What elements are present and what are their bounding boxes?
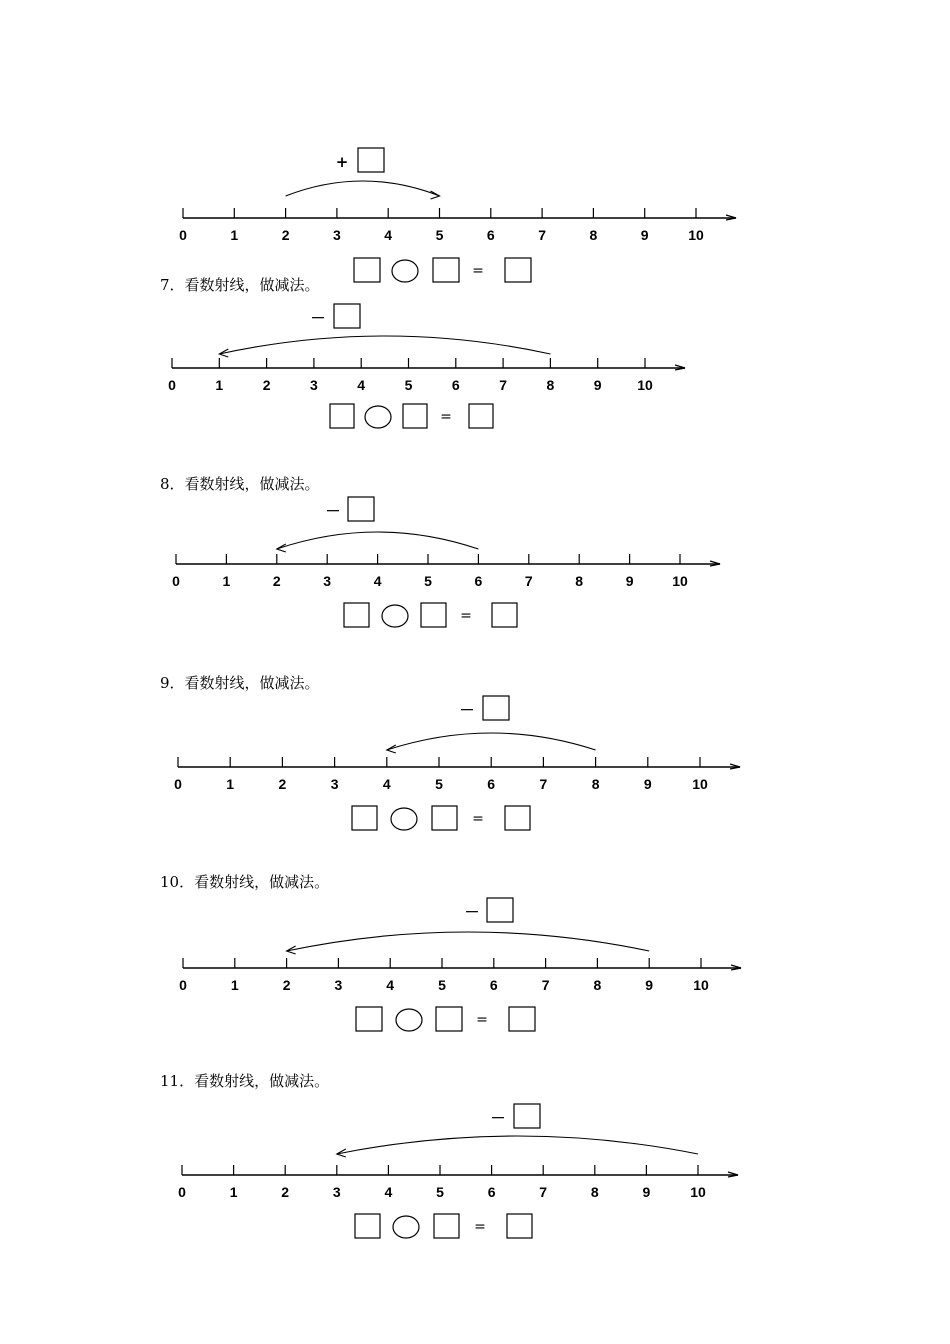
equation-second-box[interactable] <box>421 603 446 627</box>
tick-label: 7 <box>499 377 507 393</box>
tick-label: 2 <box>272 573 281 589</box>
tick-label: 5 <box>435 227 444 243</box>
tick-label: 2 <box>262 377 271 393</box>
problem-6 <box>0 1072 950 1262</box>
equation-operator-circle[interactable] <box>396 1009 422 1031</box>
tick-label: 7 <box>541 977 550 993</box>
tick-label: 9 <box>640 227 649 243</box>
equation-first-box[interactable] <box>356 1007 382 1031</box>
tick-label: 8 <box>590 1184 599 1200</box>
equation-result-box[interactable] <box>507 1214 532 1238</box>
equation-second-box[interactable] <box>403 404 427 428</box>
operation-sign: － <box>490 1109 506 1127</box>
operation-sign: － <box>325 502 341 520</box>
equation-second-box[interactable] <box>434 1214 459 1238</box>
tick-label: 6 <box>451 377 460 393</box>
jump-arc <box>387 733 596 750</box>
jump-answer-box[interactable] <box>483 696 509 720</box>
problem-prompt: 7．看数射线，做减法。 <box>160 276 320 294</box>
problem-prompt: 8．看数射线，做减法。 <box>160 475 320 493</box>
tick-label: 4 <box>382 776 391 792</box>
tick-label: 6 <box>474 573 483 589</box>
number-line-figure <box>0 276 950 466</box>
equals-sign: = <box>476 1012 488 1028</box>
equals-sign: = <box>474 1219 486 1235</box>
number-line-figure <box>0 70 950 279</box>
tick-label: 10 <box>692 776 708 792</box>
jump-answer-box[interactable] <box>514 1104 540 1128</box>
tick-label: 5 <box>436 1184 444 1200</box>
operation-sign: － <box>310 309 326 327</box>
problem-3 <box>0 475 950 665</box>
tick-label: 8 <box>593 977 602 993</box>
equals-sign: = <box>460 608 472 624</box>
equation-first-box[interactable] <box>352 806 377 830</box>
problem-5 <box>0 873 950 1063</box>
tick-label: 10 <box>688 227 704 243</box>
jump-answer-box[interactable] <box>334 304 360 328</box>
tick-label: 2 <box>281 227 290 243</box>
tick-label: 8 <box>591 776 600 792</box>
problem-2 <box>0 276 950 466</box>
tick-label: 4 <box>384 227 393 243</box>
tick-label: 1 <box>226 776 235 792</box>
tick-label: 3 <box>310 377 318 393</box>
jump-arc <box>287 932 650 951</box>
tick-label: 4 <box>386 977 395 993</box>
equation-result-box[interactable] <box>509 1007 535 1031</box>
tick-label: 0 <box>172 573 180 589</box>
tick-label: 2 <box>282 977 291 993</box>
tick-label: 1 <box>230 227 239 243</box>
tick-label: 6 <box>487 776 496 792</box>
problem-prompt: 10．看数射线，做减法。 <box>160 873 330 891</box>
tick-label: 10 <box>690 1184 706 1200</box>
problem-prompt: 9．看数射线，做减法。 <box>160 674 320 692</box>
jump-arc <box>219 336 550 354</box>
tick-label: 9 <box>643 776 652 792</box>
number-line-figure <box>0 475 950 665</box>
operation-sign: － <box>464 903 480 921</box>
equals-sign: = <box>440 409 452 425</box>
equals-sign: = <box>472 263 484 279</box>
tick-label: 10 <box>693 977 709 993</box>
operation-sign: + <box>335 153 349 171</box>
tick-label: 1 <box>229 1184 238 1200</box>
number-line-figure <box>0 1072 950 1262</box>
tick-label: 3 <box>330 776 339 792</box>
tick-label: 3 <box>332 1184 341 1200</box>
equation-operator-circle[interactable] <box>391 808 417 830</box>
problem-prompt: 11．看数射线，做减法。 <box>160 1072 330 1090</box>
tick-label: 10 <box>672 573 688 589</box>
tick-label: 0 <box>174 776 182 792</box>
tick-label: 4 <box>357 377 366 393</box>
number-line-figure <box>0 873 950 1063</box>
jump-arc <box>286 181 440 196</box>
equation-result-box[interactable] <box>505 806 530 830</box>
problem-4 <box>0 674 950 864</box>
equation-second-box[interactable] <box>436 1007 462 1031</box>
tick-label: 9 <box>645 977 654 993</box>
problem-1 <box>0 70 950 279</box>
tick-label: 0 <box>178 1184 186 1200</box>
jump-arc <box>277 532 479 549</box>
tick-label: 5 <box>404 377 413 393</box>
operation-sign: － <box>459 701 475 719</box>
tick-label: 1 <box>222 573 231 589</box>
tick-label: 8 <box>575 573 584 589</box>
tick-label: 6 <box>489 977 498 993</box>
jump-answer-box[interactable] <box>358 148 384 172</box>
equation-first-box[interactable] <box>344 603 369 627</box>
equation-result-box[interactable] <box>492 603 517 627</box>
jump-arrow-icon <box>431 191 440 199</box>
tick-label: 5 <box>424 573 432 589</box>
tick-label: 7 <box>524 573 533 589</box>
tick-label: 0 <box>179 227 187 243</box>
equation-result-box[interactable] <box>469 404 493 428</box>
tick-label: 2 <box>281 1184 290 1200</box>
tick-label: 0 <box>168 377 176 393</box>
equation-operator-circle[interactable] <box>393 1216 419 1238</box>
tick-label: 9 <box>642 1184 651 1200</box>
tick-label: 8 <box>589 227 598 243</box>
tick-label: 3 <box>334 977 343 993</box>
tick-label: 1 <box>215 377 224 393</box>
tick-label: 3 <box>333 227 341 243</box>
tick-label: 10 <box>637 377 653 393</box>
equation-operator-circle[interactable] <box>382 605 408 627</box>
tick-label: 4 <box>373 573 382 589</box>
tick-label: 0 <box>179 977 187 993</box>
jump-answer-box[interactable] <box>487 898 513 922</box>
tick-label: 1 <box>230 977 239 993</box>
tick-label: 7 <box>539 1184 548 1200</box>
tick-label: 3 <box>323 573 332 589</box>
tick-label: 6 <box>487 1184 496 1200</box>
tick-label: 8 <box>546 377 555 393</box>
tick-label: 5 <box>438 977 446 993</box>
tick-label: 9 <box>625 573 634 589</box>
equation-first-box[interactable] <box>330 404 354 428</box>
tick-label: 2 <box>278 776 287 792</box>
tick-label: 9 <box>593 377 602 393</box>
equation-second-box[interactable] <box>432 806 457 830</box>
tick-label: 6 <box>486 227 495 243</box>
equation-first-box[interactable] <box>355 1214 380 1238</box>
tick-label: 7 <box>539 776 548 792</box>
equals-sign: = <box>472 811 484 827</box>
tick-label: 7 <box>538 227 546 243</box>
number-line-figure <box>0 674 950 864</box>
tick-label: 4 <box>384 1184 393 1200</box>
equation-operator-circle[interactable] <box>365 406 391 428</box>
tick-label: 5 <box>435 776 443 792</box>
jump-arc <box>337 1136 698 1154</box>
jump-answer-box[interactable] <box>348 497 374 521</box>
